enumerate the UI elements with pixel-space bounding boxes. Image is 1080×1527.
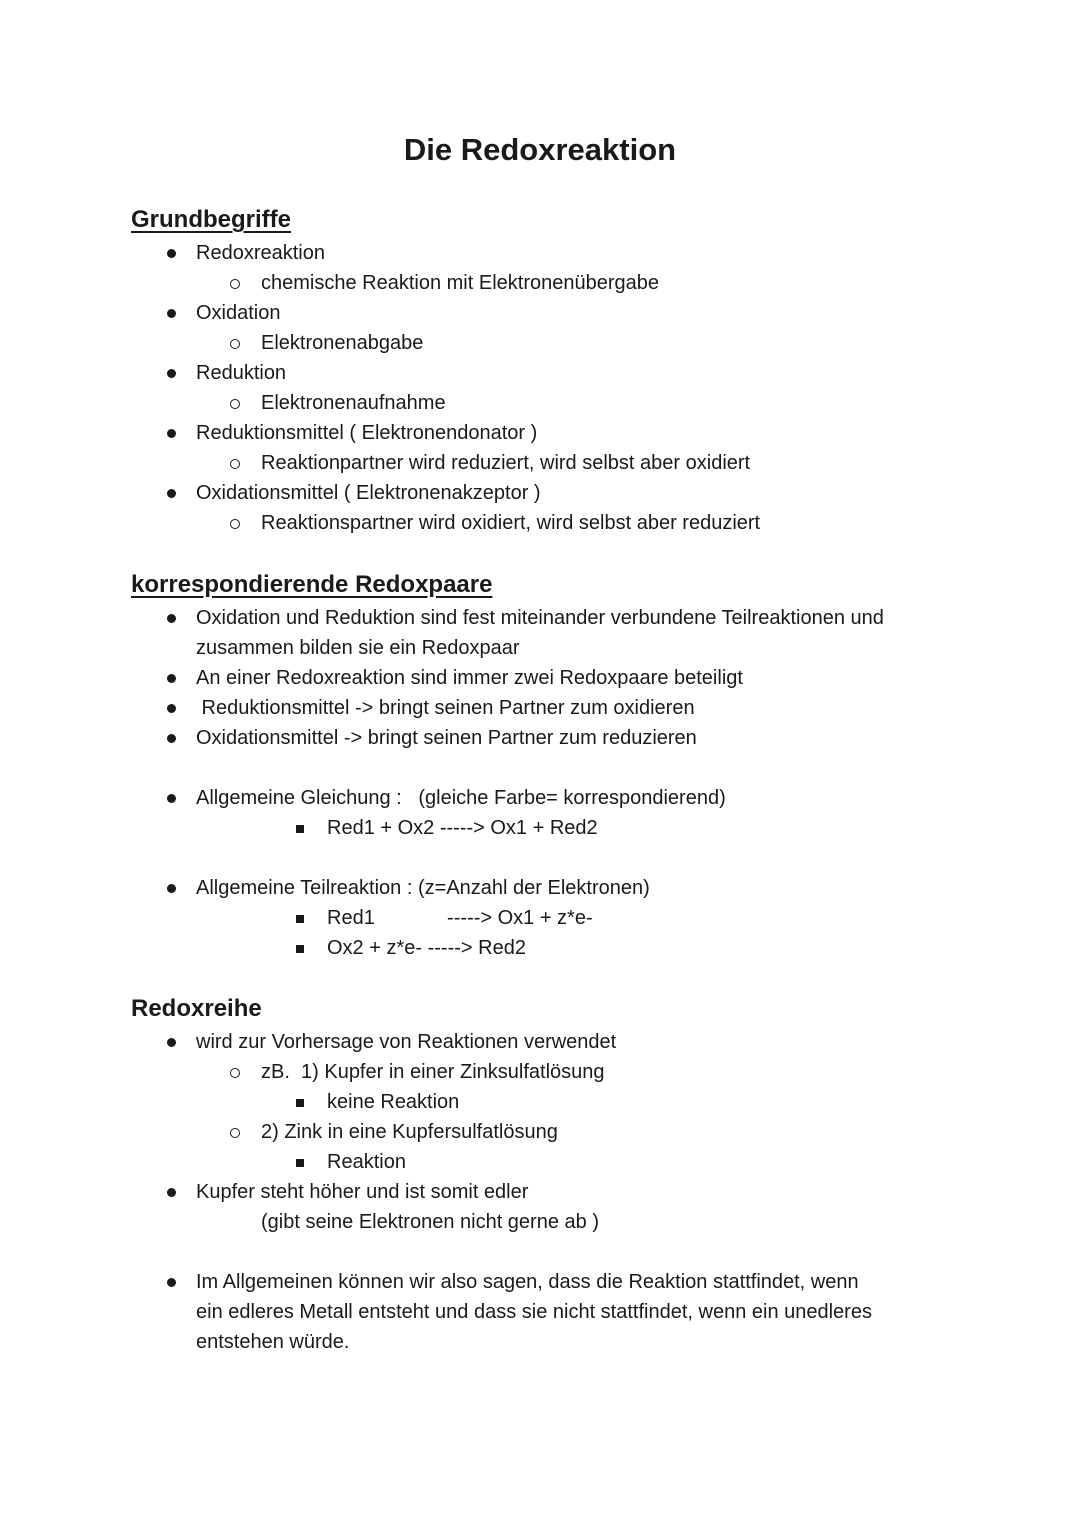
- list-item: Oxidationsmittel -> bringt seinen Partner zum reduzieren: [196, 727, 697, 749]
- equation-line: Red1 + Ox2 -----> Ox1 + Red2: [327, 817, 598, 839]
- section-heading-redoxreihe: Redoxreihe: [131, 995, 262, 1022]
- list-item: Kupfer steht höher und ist somit edler: [196, 1181, 529, 1203]
- list-item: Reaktionpartner wird reduziert, wird selbst aber oxidiert: [261, 452, 751, 474]
- list-item-continuation: ein edleres Metall entsteht und dass sie nicht stattfindet, wenn ein unedleres: [196, 1301, 872, 1323]
- circle-bullet-icon: [230, 1068, 240, 1078]
- list-item-continuation: zusammen bilden sie ein Redoxpaar: [196, 637, 520, 659]
- square-bullet-icon: [296, 915, 304, 923]
- list-item: keine Reaktion: [327, 1091, 460, 1113]
- bullet-icon: [167, 884, 176, 893]
- list-item: Allgemeine Teilreaktion : (z=Anzahl der Elektronen): [196, 877, 650, 899]
- bullet-icon: [167, 1038, 176, 1047]
- bullet-icon: [167, 1278, 176, 1287]
- list-item: Oxidationsmittel ( Elektronenakzeptor ): [196, 482, 541, 504]
- square-bullet-icon: [296, 825, 304, 833]
- circle-bullet-icon: [230, 519, 240, 529]
- list-item: An einer Redoxreaktion sind immer zwei Redoxpaare beteiligt: [196, 667, 743, 689]
- list-item: wird zur Vorhersage von Reaktionen verwendet: [196, 1031, 617, 1053]
- square-bullet-icon: [296, 945, 304, 953]
- list-item: zB. 1) Kupfer in einer Zinksulfatlösung: [261, 1061, 605, 1083]
- page-title: Die Redoxreaktion: [403, 132, 677, 167]
- list-item: Reduktion: [196, 362, 287, 384]
- list-item: Reduktionsmittel -> bringt seinen Partner zum oxidieren: [196, 697, 695, 719]
- bullet-icon: [167, 674, 176, 683]
- list-item: Elektronenaufnahme: [261, 392, 446, 414]
- bullet-icon: [167, 704, 176, 713]
- list-item-continuation: (gibt seine Elektronen nicht gerne ab ): [261, 1211, 599, 1233]
- equation-line: Red1 -----> Ox1 + z*e-: [327, 907, 593, 929]
- list-item: Reaktion: [327, 1151, 406, 1173]
- section-heading-redoxpaare: korrespondierende Redoxpaare: [131, 571, 493, 598]
- list-item: Redoxreaktion: [196, 242, 325, 264]
- equation-line: Ox2 + z*e- -----> Red2: [327, 937, 526, 959]
- circle-bullet-icon: [230, 399, 240, 409]
- square-bullet-icon: [296, 1159, 304, 1167]
- list-item: Im Allgemeinen können wir also sagen, dass die Reaktion stattfindet, wenn: [196, 1271, 859, 1293]
- bullet-icon: [167, 429, 176, 438]
- list-item-continuation: entstehen würde.: [196, 1331, 350, 1353]
- circle-bullet-icon: [230, 459, 240, 469]
- bullet-icon: [167, 734, 176, 743]
- bullet-icon: [167, 249, 176, 258]
- circle-bullet-icon: [230, 339, 240, 349]
- list-item: Oxidation und Reduktion sind fest miteinander verbundene Teilreaktionen und: [196, 607, 884, 629]
- list-item: Oxidation: [196, 302, 281, 324]
- bullet-icon: [167, 1188, 176, 1197]
- list-item: chemische Reaktion mit Elektronenübergabe: [261, 272, 659, 294]
- section-heading-grundbegriffe: Grundbegriffe: [131, 206, 291, 233]
- square-bullet-icon: [296, 1099, 304, 1107]
- list-item: Allgemeine Gleichung : (gleiche Farbe= korrespondierend): [196, 787, 726, 809]
- list-item: Elektronenabgabe: [261, 332, 424, 354]
- bullet-icon: [167, 614, 176, 623]
- circle-bullet-icon: [230, 1128, 240, 1138]
- list-item: Reduktionsmittel ( Elektronendonator ): [196, 422, 538, 444]
- bullet-icon: [167, 309, 176, 318]
- list-item: Reaktionspartner wird oxidiert, wird selbst aber reduziert: [261, 512, 761, 534]
- circle-bullet-icon: [230, 279, 240, 289]
- list-item: 2) Zink in eine Kupfersulfatlösung: [261, 1121, 558, 1143]
- bullet-icon: [167, 794, 176, 803]
- bullet-icon: [167, 489, 176, 498]
- bullet-icon: [167, 369, 176, 378]
